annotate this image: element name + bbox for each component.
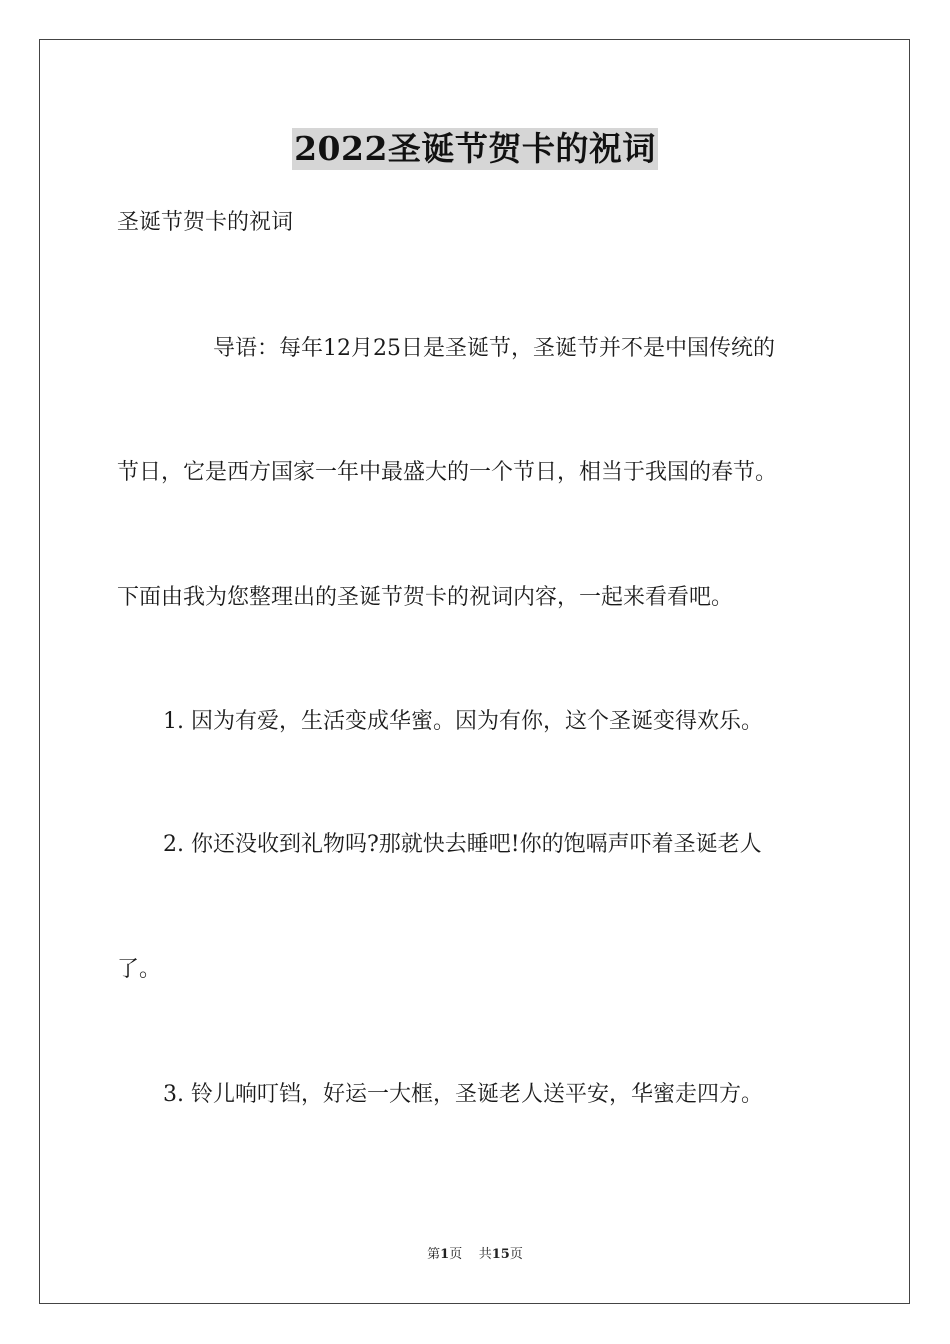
document-title: 2022圣诞节贺卡的祝词 xyxy=(294,129,656,168)
footer-page-prefix: 第 xyxy=(427,1247,441,1262)
footer-page-total: 15 xyxy=(491,1247,510,1262)
footer-page-suffix: 页 xyxy=(509,1247,523,1262)
paragraph-line-2: 节日，它是西方国家一年中最盛大的一个节日，相当于我国的春节。 xyxy=(117,460,778,485)
title-container xyxy=(0,128,950,170)
list-item-2-continuation: 了。 xyxy=(117,957,162,982)
list-item-3: 3. 铃儿响叮铛，好运一大框，圣诞老人送平安，华蜜走四方。 xyxy=(163,1082,763,1107)
page-footer xyxy=(0,1246,950,1264)
document-subtitle: 圣诞节贺卡的祝词 xyxy=(117,210,294,235)
paragraph-line-1: 导语：每年12月25日是圣诞节，圣诞节并不是中国传统的 xyxy=(213,336,775,361)
list-item-1: 1. 因为有爱，生活变成华蜜。因为有你，这个圣诞变得欢乐。 xyxy=(163,709,763,734)
paragraph-line-3: 下面由我为您整理出的圣诞节贺卡的祝词内容，一起来看看吧。 xyxy=(117,585,734,610)
list-item-2: 2. 你还没收到礼物吗?那就快去睡吧!你的饱嗝声吓着圣诞老人 xyxy=(163,832,762,857)
footer-page-mid: 页 共 xyxy=(449,1247,492,1262)
footer-page-current: 1 xyxy=(440,1247,450,1262)
